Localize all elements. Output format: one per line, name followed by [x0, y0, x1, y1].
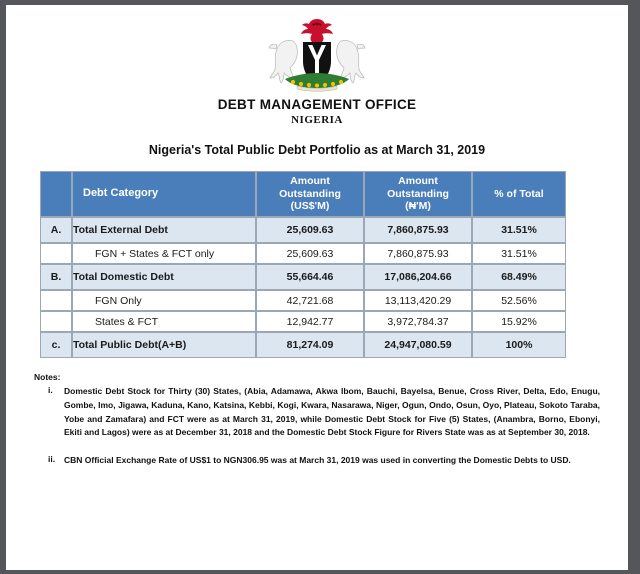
row-percent: 52.56%	[472, 290, 566, 311]
row-amount-ngn: 3,972,784.37	[364, 311, 472, 332]
column-header-category: Debt Category	[72, 171, 256, 217]
header-line-1: Amount	[398, 174, 438, 187]
letterhead	[6, 5, 628, 126]
note-item	[34, 385, 600, 440]
row-category: Total Public Debt(A+B)	[72, 332, 256, 358]
column-header-amount-ngn	[364, 171, 472, 217]
row-index: B.	[40, 264, 72, 290]
debt-table-container	[40, 171, 552, 358]
column-header-amount-usd	[256, 171, 364, 217]
note-item	[34, 454, 600, 468]
row-index: A.	[40, 217, 72, 243]
row-percent: 100%	[472, 332, 566, 358]
page-title: Nigeria's Total Public Debt Portfolio as at March 31, 2019	[148, 143, 486, 157]
notes-label: Notes:	[34, 372, 61, 382]
row-category: States & FCT	[72, 311, 256, 332]
row-index	[40, 311, 72, 332]
column-header-index	[40, 171, 72, 217]
header-line-2: Outstanding	[387, 187, 449, 200]
note-marker: ii.	[48, 454, 56, 465]
row-amount-ngn: 24,947,080.59	[364, 332, 472, 358]
notes-list	[34, 385, 600, 468]
table-header-row	[40, 171, 566, 217]
public-debt-table	[40, 171, 566, 358]
table-body	[40, 217, 566, 358]
row-category: Total Domestic Debt	[72, 264, 256, 290]
organization-country: NIGERIA	[291, 114, 343, 126]
row-amount-ngn: 7,860,875.93	[364, 243, 472, 264]
row-amount-usd: 12,942.77	[256, 311, 364, 332]
row-amount-usd: 25,609.63	[256, 217, 364, 243]
note-text: Domestic Debt Stock for Thirty (30) States, (Abia, Adamawa, Akwa Ibom, Bauchi, Bayelsa, Benue, Cross River, Delta, Edo, Enugu, Gombe, Imo, Jigawa, Kaduna, Kano, Katsina, Kebbi, Kogi, Kwara, Nasarawa, Niger, Ogun, Ondo, Osun, Oyo, Plateau, Sokoto Taraba, Yobe and Zamafara) and FCT were as at March 31, 2019, while Domestic Debt Stock for Five (5) States, (Anambra, Borno, Ebonyi, Ekiti and Lagos) were as at December 31, 2018 and the Domestic Debt Stock Figure for Rivers State was as at September 30, 2018.	[64, 386, 600, 438]
row-index: c.	[40, 332, 72, 358]
row-amount-usd: 55,664.46	[256, 264, 364, 290]
row-amount-usd: 42,721.68	[256, 290, 364, 311]
nigeria-coat-of-arms-icon	[263, 15, 371, 93]
row-index	[40, 243, 72, 264]
table-row	[40, 264, 566, 290]
row-amount-ngn: 13,113,420.29	[364, 290, 472, 311]
document-page	[6, 5, 628, 570]
row-category: FGN + States & FCT only	[72, 243, 256, 264]
row-percent: 15.92%	[472, 311, 566, 332]
table-header	[40, 171, 566, 217]
table-row	[40, 332, 566, 358]
table-row	[40, 290, 566, 311]
row-percent: 68.49%	[472, 264, 566, 290]
row-amount-ngn: 7,860,875.93	[364, 217, 472, 243]
header-line-3: (₦'M)	[405, 200, 431, 213]
header-line-3: (US$'M)	[290, 200, 330, 213]
note-marker: i.	[48, 385, 53, 395]
row-percent: 31.51%	[472, 217, 566, 243]
row-percent: 31.51%	[472, 243, 566, 264]
table-row	[40, 243, 566, 264]
table-row	[40, 217, 566, 243]
row-amount-usd: 81,274.09	[256, 332, 364, 358]
notes-section	[34, 372, 600, 468]
table-row	[40, 311, 566, 332]
organization-name: DEBT MANAGEMENT OFFICE	[217, 97, 417, 112]
note-text: CBN Official Exchange Rate of US$1 to NGN306.95 was at March 31, 2019 was used in converting the Domestic Debts to USD.	[64, 455, 571, 466]
row-index	[40, 290, 72, 311]
column-header-percent: % of Total	[472, 171, 566, 217]
row-category: Total External Debt	[72, 217, 256, 243]
header-line-2: Outstanding	[279, 187, 341, 200]
row-amount-ngn: 17,086,204.66	[364, 264, 472, 290]
row-category: FGN Only	[72, 290, 256, 311]
row-amount-usd: 25,609.63	[256, 243, 364, 264]
header-line-1: Amount	[290, 174, 330, 187]
